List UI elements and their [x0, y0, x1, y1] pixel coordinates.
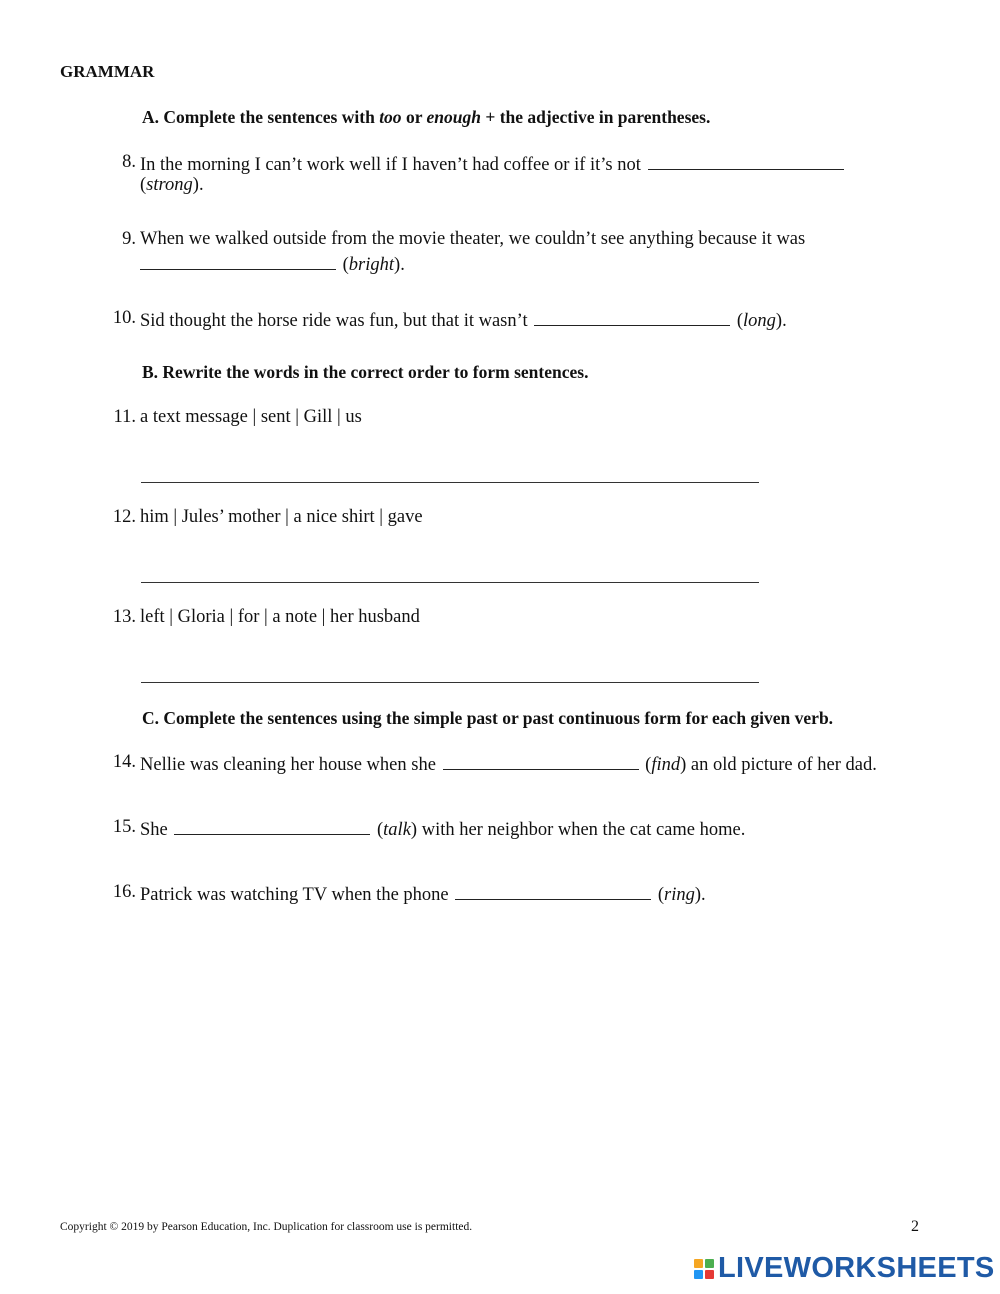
- question-text: Sid thought the horse ride was fun, but that it wasn’t (long).: [140, 307, 787, 333]
- question-text: him | Jules’ mother | a nice shirt | gave: [140, 507, 423, 527]
- answer-line-11[interactable]: [141, 482, 759, 483]
- question-number: 14.: [112, 752, 136, 772]
- question-text: Nellie was cleaning her house when she (find) an old picture of her dad.: [140, 751, 877, 777]
- question-text: In the morning I can’t work well if I haven’t had coffee or if it’s not: [140, 151, 846, 177]
- question-number: 12.: [112, 507, 136, 527]
- answer-blank[interactable]: [140, 251, 336, 270]
- copyright-notice: Copyright © 2019 by Pearson Education, Inc. Duplication for classroom use is permitted.: [60, 1221, 473, 1233]
- question-text: left | Gloria | for | a note | her husband: [140, 607, 420, 627]
- question-hint: (bright).: [140, 251, 405, 277]
- question-number: 9.: [122, 229, 136, 249]
- page-number: 2: [911, 1218, 919, 1235]
- question-number: 11.: [113, 407, 136, 427]
- question-text: a text message | sent | Gill | us: [140, 407, 362, 427]
- question-number: 15.: [112, 817, 136, 837]
- section-c-title: C. Complete the sentences using the simple past or past continuous form for each given verb.: [142, 708, 834, 728]
- question-number: 16.: [112, 882, 136, 902]
- liveworksheets-logo-icon: [694, 1259, 714, 1279]
- question-hint: (strong).: [140, 175, 204, 195]
- section-b-title: B. Rewrite the words in the correct order to form sentences.: [142, 362, 589, 382]
- logo-square: [694, 1270, 703, 1279]
- question-number: 13.: [112, 607, 136, 627]
- question-text: She (talk) with her neighbor when the cat came home.: [140, 816, 745, 842]
- page-heading: GRAMMAR: [60, 62, 155, 81]
- question-text: When we walked outside from the movie theater, we couldn’t see anything because it was: [140, 229, 806, 249]
- question-number: 10.: [112, 308, 136, 328]
- brand-name: LIVEWORKSHEETS: [718, 1252, 995, 1284]
- answer-line-12[interactable]: [141, 582, 759, 583]
- logo-square: [694, 1259, 703, 1268]
- answer-blank[interactable]: [534, 307, 730, 326]
- question-number: 8.: [122, 152, 136, 172]
- section-a-title: A. Complete the sentences with too or enough + the adjective in parentheses.: [142, 107, 711, 127]
- question-text: Patrick was watching TV when the phone (ring).: [140, 881, 706, 907]
- answer-blank[interactable]: [648, 151, 844, 170]
- logo-square: [705, 1259, 714, 1268]
- logo-square: [705, 1270, 714, 1279]
- answer-blank[interactable]: [174, 816, 370, 835]
- answer-blank[interactable]: [455, 881, 651, 900]
- liveworksheets-brand[interactable]: [694, 1252, 995, 1285]
- answer-blank[interactable]: [443, 751, 639, 770]
- answer-line-13[interactable]: [141, 682, 759, 683]
